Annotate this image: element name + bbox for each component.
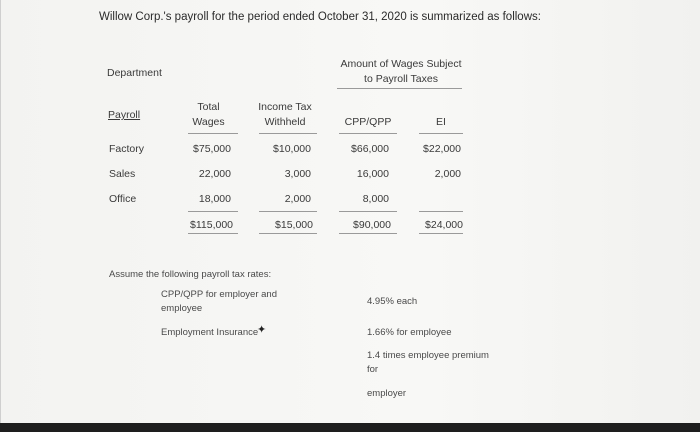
- ei-rate-employer-line2: for: [367, 364, 379, 375]
- row-office-cpp: 8,000: [362, 193, 389, 205]
- assume-heading: Assume the following payroll tax rates:: [109, 269, 272, 280]
- row-office-tax: 2,000: [284, 193, 311, 205]
- amount-header-line2: to Payroll Taxes: [364, 73, 438, 85]
- total-rule-tax: [259, 211, 317, 212]
- header-rule-cpp: [339, 133, 397, 134]
- total-rule-cpp: [339, 211, 397, 212]
- row-factory-tax: $10,000: [273, 143, 311, 155]
- double-rule-ei: [419, 233, 463, 234]
- row-factory-cpp: $66,000: [351, 143, 389, 155]
- header-rule-tax: [259, 133, 317, 134]
- row-sales-cpp: 16,000: [356, 168, 389, 180]
- page-title: Willow Corp.'s payroll for the period ended October 31, 2020 is summarized as follows:: [99, 11, 541, 23]
- department-header: Department: [107, 67, 162, 79]
- tax-header-line2: Withheld: [264, 116, 306, 128]
- bottom-bar: [0, 423, 700, 432]
- amount-header-rule: [337, 88, 462, 89]
- header-rule-ei: [419, 133, 463, 134]
- cpp-header: CPP/QPP: [344, 116, 392, 128]
- mouse-cursor-icon: ✦: [257, 324, 267, 336]
- row-sales-ei: 2,000: [434, 168, 461, 180]
- totals-cpp: $90,000: [353, 219, 391, 231]
- totals-total: $115,000: [189, 219, 233, 231]
- row-sales-dept: Sales: [109, 168, 136, 180]
- total-rule-ei: [419, 211, 463, 212]
- row-factory-dept: Factory: [109, 143, 145, 155]
- row-sales-total: 22,000: [198, 168, 231, 180]
- cpp-rate-label-2: employee: [161, 303, 203, 314]
- total-header-line1: Total: [197, 101, 220, 113]
- double-rule-tax: [259, 233, 317, 234]
- total-rule-total: [188, 211, 238, 212]
- row-office-total: 18,000: [198, 193, 231, 205]
- total-header-line2: Wages: [192, 116, 225, 128]
- cpp-rate-value: 4.95% each: [367, 296, 418, 307]
- tax-header-line1: Income Tax: [258, 101, 312, 113]
- totals-ei: $24,000: [425, 219, 463, 231]
- row-factory-ei: $22,000: [423, 143, 461, 155]
- cpp-rate-label-1: CPP/QPP for employer and: [161, 289, 277, 300]
- ei-header: EI: [436, 116, 446, 128]
- double-rule-cpp: [339, 233, 397, 234]
- amount-header-line1: Amount of Wages Subject: [340, 58, 462, 70]
- ei-rate-employee: 1.66% for employee: [367, 327, 452, 338]
- totals-tax: $15,000: [275, 219, 313, 231]
- double-rule-total: [188, 233, 238, 234]
- ei-rate-employer-line3: employer: [367, 388, 407, 399]
- row-office-dept: Office: [109, 193, 137, 205]
- row-sales-tax: 3,000: [284, 168, 311, 180]
- payroll-header: Payroll: [108, 109, 141, 121]
- header-rule-total: [188, 133, 238, 134]
- row-factory-total: $75,000: [193, 143, 231, 155]
- ei-rate-label: Employment Insurance: [161, 327, 259, 338]
- ei-rate-employer-line1: 1.4 times employee premium: [367, 350, 489, 361]
